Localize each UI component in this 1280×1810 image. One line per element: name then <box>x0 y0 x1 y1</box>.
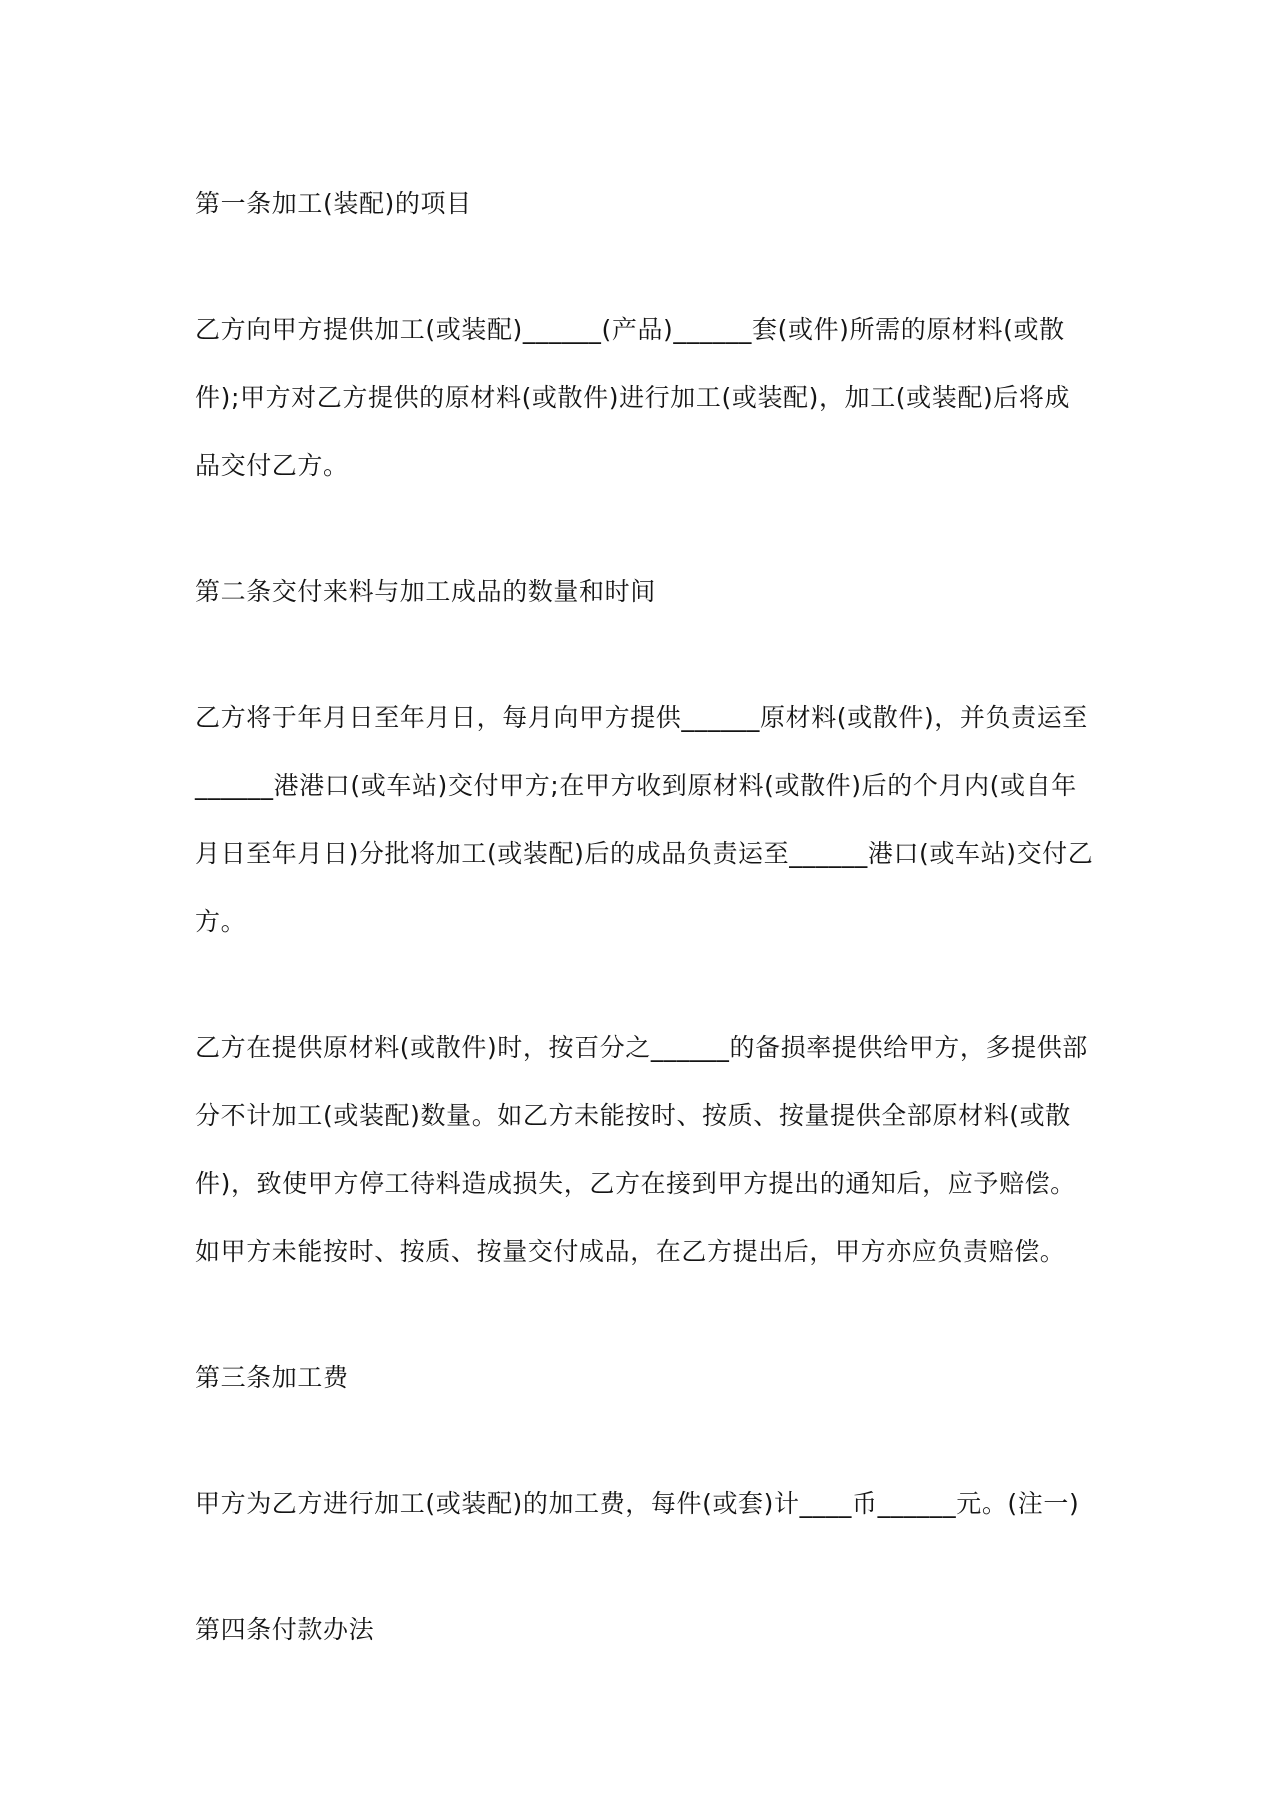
article-1-heading: 第一条加工(装配)的项目 <box>195 189 472 218</box>
article-1-paragraph: 乙方向甲方提供加工(或装配)______(产品)______套(或件)所需的原材料(或散件);甲方对乙方提供的原材料(或散件)进行加工(或装配)，加工(或装配)后将成品交付乙方。 <box>195 315 1071 480</box>
spacer <box>195 626 1095 684</box>
article-3-heading: 第三条加工费 <box>195 1363 349 1392</box>
article-2-paragraph-2: 乙方在提供原材料(或散件)时，按百分之______的备损率提供给甲方，多提供部分不计加工(或装配)数量。如乙方未能按时、按质、按量提供全部原材料(或散件)，致使甲方停工待料造成损失，乙方在接到甲方提出的通知后，应予赔偿。如甲方未能按时、按质、按量交付成品，在乙方提出后，甲方亦应负责赔偿。 <box>195 1033 1088 1266</box>
spacer <box>195 1538 1095 1596</box>
document-body <box>195 170 1095 1664</box>
article-4-heading: 第四条付款办法 <box>195 1615 375 1644</box>
spacer <box>195 500 1095 558</box>
article-2-heading: 第二条交付来料与加工成品的数量和时间 <box>195 577 656 606</box>
spacer <box>195 1286 1095 1344</box>
article-3-paragraph: 甲方为乙方进行加工(或装配)的加工费，每件(或套)计____币______元。(注一) <box>195 1489 1080 1518</box>
spacer <box>195 956 1095 1014</box>
spacer <box>195 1412 1095 1470</box>
article-2-paragraph-1: 乙方将于年月日至年月日，每月向甲方提供______原材料(或散件)，并负责运至______港港口(或车站)交付甲方;在甲方收到原材料(或散件)后的个月内(或自年月日至年月日)分批将加工(或装配)后的成品负责运至______港口(或车站)交付乙方。 <box>195 703 1094 936</box>
spacer <box>195 238 1095 296</box>
